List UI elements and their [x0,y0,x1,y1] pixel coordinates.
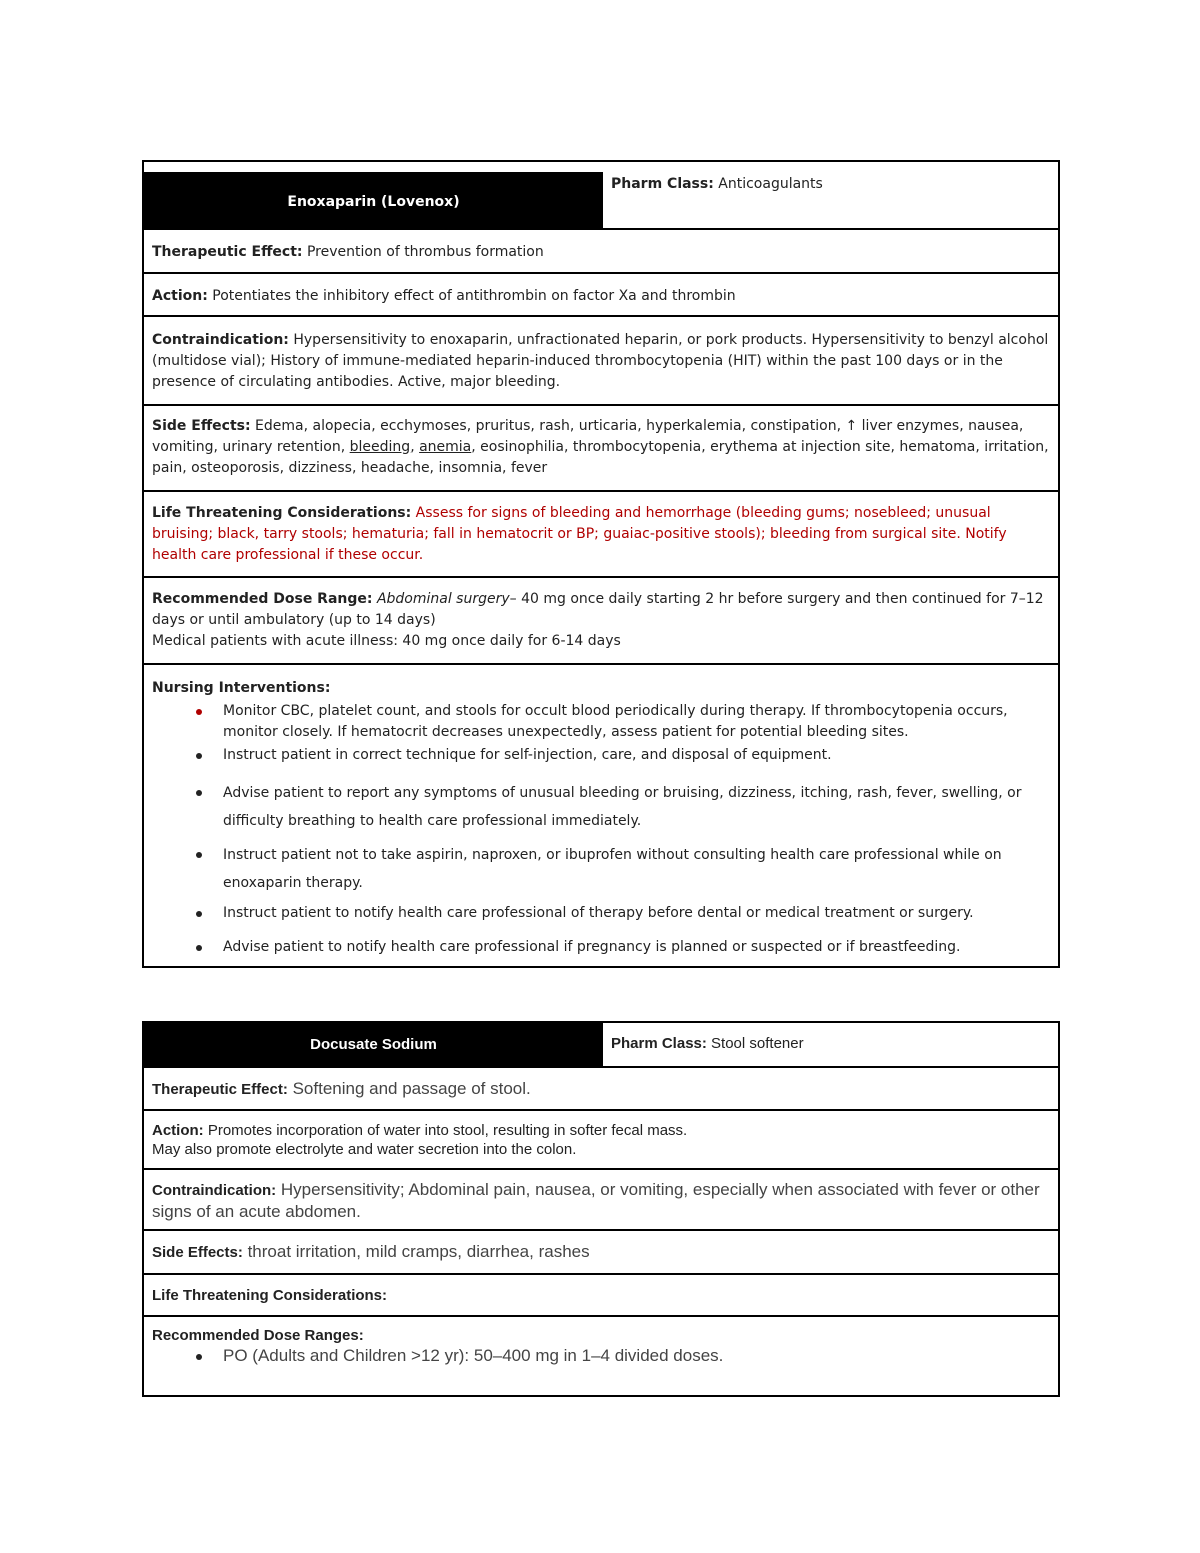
card-header [144,1023,1058,1068]
pharm-class [603,162,1058,228]
therapeutic-effect-value: Prevention of thrombus formation [302,244,544,260]
pharm-class-value: Stool softener [706,1035,804,1052]
bullet-icon [196,1354,202,1360]
bullet-icon [196,852,202,858]
list-item-text: PO (Adults and Children >12 yr): 50–400 mg in 1–4 divided doses. [223,1346,724,1365]
side-effect-anemia: anemia [419,439,472,455]
nursing-interventions-list [152,701,1050,958]
dose-range-row [144,1317,1058,1395]
life-threatening-label: Life Threatening Considerations: [152,505,412,521]
pharm-class-label: Pharm Class: [611,1035,707,1052]
action-row [144,274,1058,317]
nursing-interventions-row [144,665,1058,966]
list-item-text: Instruct patient not to take aspirin, naproxen, or ibuprofen without consulting health care professional while on enoxaparin therapy. [223,847,1002,891]
action-value-2: May also promote electrolyte and water secretion into the colon. [152,1141,577,1158]
bullet-icon [196,709,202,715]
list-item [152,841,1050,897]
drug-card-enoxaparin [142,160,1060,968]
life-threatening-row [144,1275,1058,1317]
bullet-icon [196,911,202,917]
list-item-text: Instruct patient to notify health care professional of therapy before dental or medical treatment or surgery. [223,905,974,921]
contraindication-row [144,317,1058,406]
contraindication-row [144,1170,1058,1231]
drug-name: Docusate Sodium [144,1023,603,1066]
drug-card-docusate [142,1021,1060,1397]
side-effect-bleeding: bleeding [349,439,411,455]
side-effects-label: Side Effects: [152,418,251,434]
side-effects-value-rest: , eosinophilia, thrombocytopenia, erythema at injection site, hematoma, irritation, pain, osteoporosis, dizziness, headache, insomnia, fever [152,439,1049,476]
action-label: Action: [152,288,208,304]
side-effects-separator: , [410,439,420,455]
dose-range-surgery: Abdominal surgery [372,591,510,607]
contraindication-value: Hypersensitivity; Abdominal pain, nausea, or vomiting, especially when associated with fever or other signs of an acute abdomen. [152,1180,1040,1221]
therapeutic-effect-label: Therapeutic Effect: [152,1081,288,1098]
pharm-class [603,1023,1058,1066]
side-effects-label: Side Effects: [152,1244,243,1261]
list-item [152,937,1050,958]
dose-range-label: Recommended Dose Ranges: [152,1327,364,1344]
list-item-text: Instruct patient in correct technique for self-injection, care, and disposal of equipment. [223,747,832,763]
nursing-interventions-label: Nursing Interventions: [152,680,331,696]
list-item-text: Advise patient to report any symptoms of unusual bleeding or bruising, dizziness, itching, rash, fever, swelling, or difficulty breathing to health care professional immediately. [223,785,1022,829]
dose-range-value: – 40 mg once daily starting 2 hr before surgery and then continued for 7–12 days or until ambulatory (up to 14 days) [152,591,1044,628]
pharm-class-value: Anticoagulants [713,176,823,192]
drug-name: Enoxaparin (Lovenox) [144,162,603,228]
life-threatening-label: Life Threatening Considerations: [152,1287,388,1304]
list-item-text: Monitor CBC, platelet count, and stools for occult blood periodically during therapy. If thrombocytopenia occurs, monitor closely. If hematocrit decreases unexpectedly, assess patient for potential bleeding sites. [223,703,1008,740]
contraindication-label: Contraindication: [152,332,289,348]
list-item [152,701,1050,743]
action-value: Potentiates the inhibitory effect of antithrombin on factor Xa and thrombin [207,288,736,304]
dose-range-label: Recommended Dose Range: [152,591,373,607]
therapeutic-effect-row [144,230,1058,274]
side-effects-row [144,1231,1058,1275]
side-effects-row [144,406,1058,492]
therapeutic-effect-value: Softening and passage of stool. [287,1079,531,1098]
contraindication-label: Contraindication: [152,1182,277,1199]
bullet-icon [196,790,202,796]
life-threatening-value: Assess for signs of bleeding and hemorrhage (bleeding gums; nosebleed; unusual bruising; black, tarry stools; hematuria; fall in hematocrit or BP; guaiac-positive stools); bleeding from surgical site. Notify health care professional if these occur. [152,505,1007,563]
card-header [144,162,1058,230]
action-row [144,1111,1058,1170]
contraindication-value: Hypersensitivity to enoxaparin, unfractionated heparin, or pork products. Hypersensitivity to benzyl alcohol (multidose vial); History of immune-mediated heparin-induced thrombocytopenia (HIT) within the past 100 days or in the presence of circulating antibodies. Active, major bleeding. [152,332,1049,390]
dose-range-list [152,1345,1050,1366]
pharm-class-label: Pharm Class: [611,176,714,192]
therapeutic-effect-row [144,1068,1058,1111]
list-item [152,779,1050,835]
dose-range-value-2: Medical patients with acute illness: 40 mg once daily for 6-14 days [152,633,621,649]
therapeutic-effect-label: Therapeutic Effect: [152,244,303,260]
list-item [152,903,1050,924]
bullet-icon [196,945,202,951]
side-effects-value: throat irritation, mild cramps, diarrhea, rashes [242,1242,590,1261]
list-item-text: Advise patient to notify health care professional if pregnancy is planned or suspected or if breastfeeding. [223,939,961,955]
dose-range-row [144,578,1058,665]
action-label: Action: [152,1122,204,1139]
list-item [152,745,1050,766]
list-item [152,1345,1050,1366]
life-threatening-row [144,492,1058,578]
bullet-icon [196,753,202,759]
action-value: Promotes incorporation of water into stool, resulting in softer fecal mass. [203,1122,688,1139]
side-effects-value: Edema, alopecia, ecchymoses, pruritus, rash, urticaria, hyperkalemia, constipation, ↑ liver enzymes, nausea, vomiting, urinary retention, [152,418,1024,455]
